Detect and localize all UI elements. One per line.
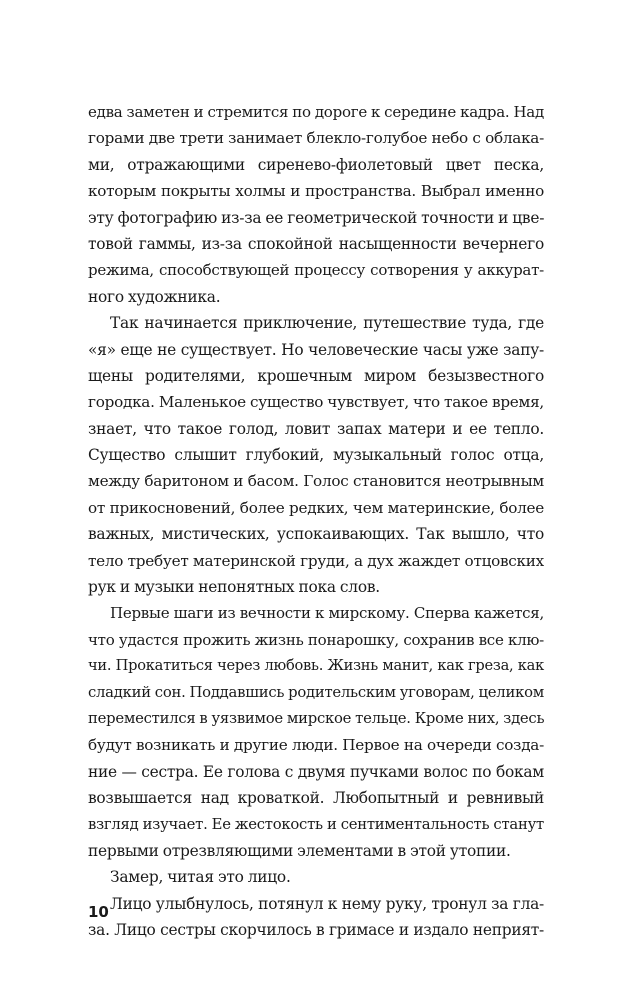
text-line: переместился в уязвимое мирское тельце. Кроме них, здесь <box>88 709 545 727</box>
text-line: за. Лицо сестры скорчилось в гримасе и издало неприят- <box>88 921 544 940</box>
page-number: 10 <box>88 903 109 921</box>
text-line: режима, способствующей процессу сотворения у аккурат- <box>88 261 544 280</box>
text-line: от прикосновений, более редких, чем материнские, более <box>88 498 544 517</box>
text-line: между баритоном и басом. Голос становится неотрывным <box>88 472 544 491</box>
text-line: знает, что такое голод, ловит запах матери и ее тепло. <box>88 419 544 438</box>
text-line: тело требует материнской груди, а дух жаждет отцовских <box>88 551 544 570</box>
text-line: чи. Прокатиться через любовь. Жизнь манит, как греза, как <box>88 657 544 675</box>
text-line: что удастся прожить жизнь понарошку, сохранив все клю- <box>88 630 544 649</box>
text-line: ми, отражающими сиренево-фиолетовый цвет песка, <box>88 155 544 174</box>
text-line: товой гаммы, из-за спокойной насыщенности вечернего <box>88 234 544 253</box>
text-line: первыми отрезвляющими элементами в этой утопии. <box>88 841 511 860</box>
text-line: щены родителями, крошечным миром безызвестного <box>88 366 544 385</box>
text-line: рук и музыки непонятных пока слов. <box>88 578 380 597</box>
paragraph-first-line: Первые шаги из вечности к мирскому. Сперва кажется, <box>110 604 544 623</box>
text-line: едва заметен и стремится по дороге к середине кадра. Над <box>88 103 544 121</box>
text-line: Существо слышит глубокий, музыкальный голос отца, <box>88 446 544 465</box>
text-line: взгляд изучает. Ее жестокость и сентиментальность станут <box>88 815 544 833</box>
paragraph-first-line: Так начинается приключение, путешествие туда, где <box>110 314 544 333</box>
text-line: ние — сестра. Ее голова с двумя пучками волос по бокам <box>88 762 544 781</box>
text-line: ного художника. <box>88 287 221 306</box>
paragraph-first-line: Замер, читая это лицо. <box>110 868 291 887</box>
text-line: важных, мистических, успокаивающих. Так вышло, что <box>88 525 544 544</box>
paragraph-first-line: Лицо улыбнулось, потянул к нему руку, тронул за гла- <box>110 894 544 913</box>
book-page-text <box>88 99 544 944</box>
text-line: сладкий сон. Поддавшись родительским уговорам, целиком <box>88 683 544 701</box>
text-line: горами две трети занимает блекло-голубое небо с облака- <box>88 129 544 148</box>
text-line: городка. Маленькое существо чувствует, что такое время, <box>88 393 544 412</box>
text-line: которым покрыты холмы и пространства. Выбрал именно <box>88 182 544 201</box>
text-line: возвышается над кроваткой. Любопытный и ревнивый <box>88 789 544 808</box>
text-line: «я» еще не существует. Но человеческие часы уже запу- <box>88 340 544 359</box>
text-line: будут возникать и другие люди. Первое на очереди созда- <box>88 736 544 755</box>
text-line: эту фотографию из-за ее геометрической точности и цве- <box>88 208 545 227</box>
